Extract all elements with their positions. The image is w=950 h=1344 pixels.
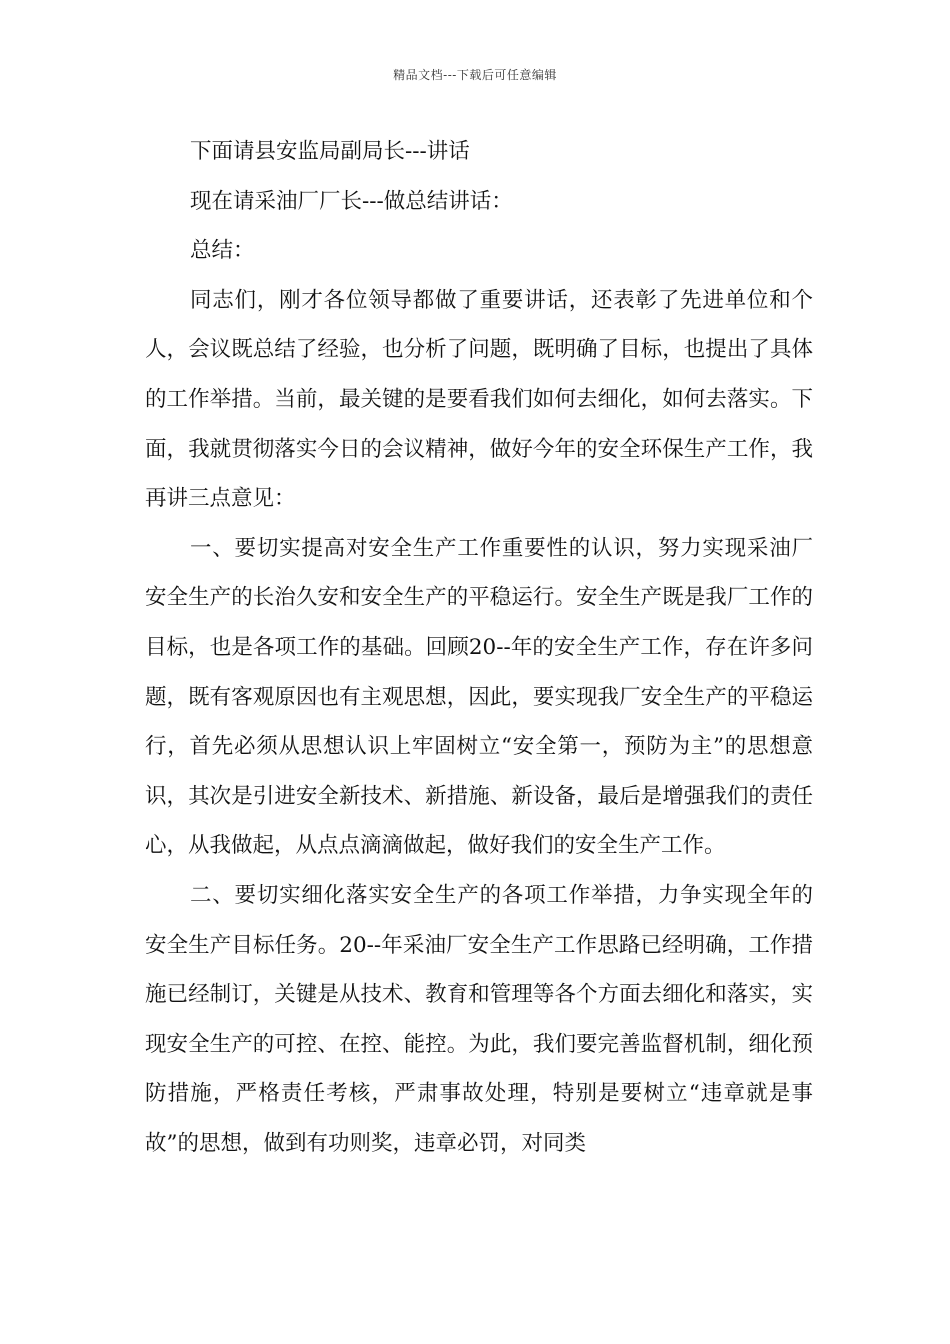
paragraph-opening-remarks: 同志们，刚才各位领导都做了重要讲话，还表彰了先进单位和个人，会议既总结了经验，也分析了问题，既明确了目标，也提出了具体的工作举措。当前，最关键的是要看我们如何去细化，如何去落实。下面，我就贯彻落实今日的会议精神，做好今年的安全环保生产工作，我再讲三点意见： [145, 287, 813, 512]
document-body [145, 127, 813, 1168]
paragraph-point-two: 二、要切实细化落实安全生产的各项工作举措，力争实现全年的安全生产目标任务。20--年采油厂安全生产工作思路已经明确，工作措施已经制订，关键是从技术、教育和管理等各个方面去细化和落实，实现安全生产的可控、在控、能控。为此，我们要完善监督机制，细化预防措施，严格责任考核，严肃事故处理，特别是要树立“违章就是事故”的思想，做到有功则奖，违章必罚，对同类 [145, 882, 813, 1156]
page-header: 精品文档---下载后可任意编辑 [393, 68, 557, 82]
paragraph-summary-heading: 总结： [190, 238, 255, 264]
paragraph-point-one: 一、要切实提高对安全生产工作重要性的认识，努力实现采油厂安全生产的长治久安和安全生产的平稳运行。安全生产既是我厂工作的目标，也是各项工作的基础。回顾20--年的安全生产工作，存在许多问题，既有客观原因也有主观思想，因此，要实现我厂安全生产的平稳运行，首先必须从思想认识上牢固树立“安全第一，预防为主”的思想意识，其次是引进安全新技术、新措施、新设备，最后是增强我们的责任心，从我做起，从点点滴滴做起，做好我们的安全生产工作。 [145, 535, 813, 859]
paragraph-speaker-deputy-director: 下面请县安监局副局长---讲话 [190, 139, 470, 164]
paragraph-speaker-plant-director: 现在请采油厂厂长---做总结讲话： [190, 188, 513, 214]
